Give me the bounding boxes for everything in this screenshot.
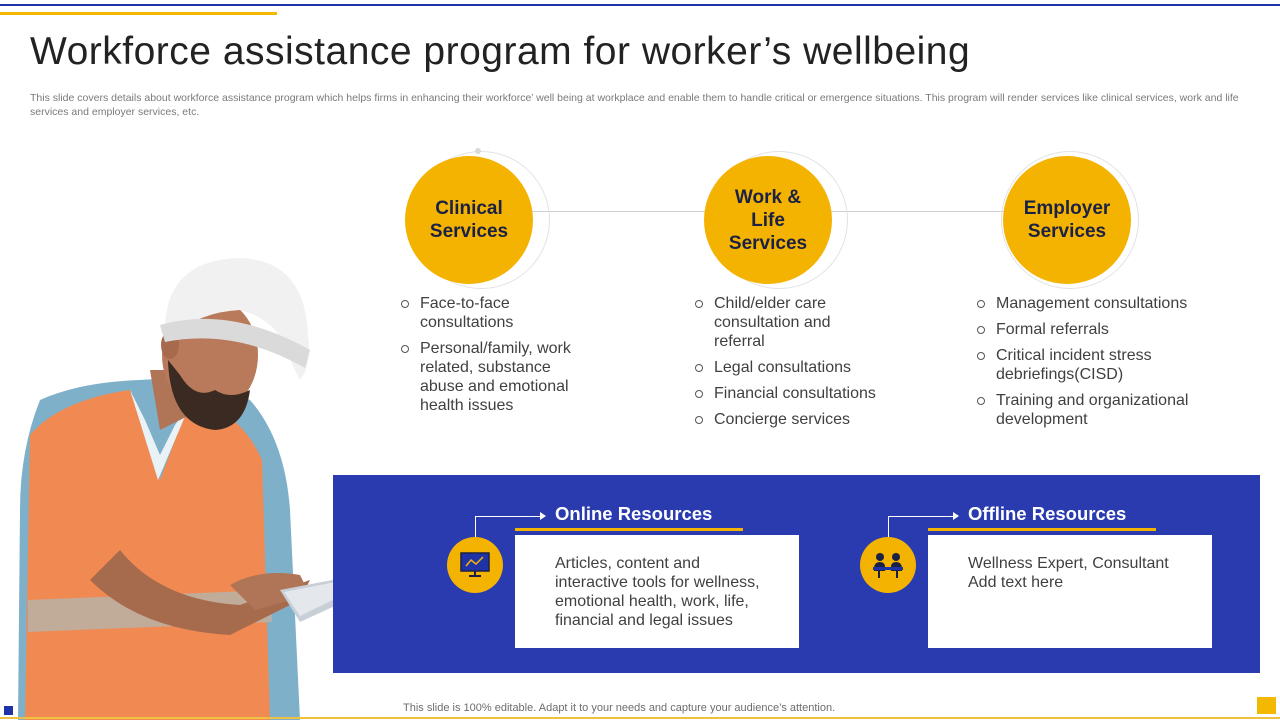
page-subtitle: This slide covers details about workforce assistance program which helps firms in enhancing their workforce’ well being at workplace and enable them to handle critical or emergence situations. This program will render services like clinical services, work and life services and employer services, etc. [30,92,1239,118]
service-circle-clinical [405,156,533,284]
presentation-screen-icon [447,537,503,593]
list-item: Concierge services [694,410,894,429]
work-life-services-list [694,294,894,436]
resource-text-online: Articles, content and interactive tools for wellness, emotional health, work, life, financial and legal issues [555,555,760,629]
arrow-connector [888,516,953,517]
ring-dot [475,148,481,154]
arrow-head-icon [953,512,959,520]
list-item: Formal referrals [976,320,1216,339]
resource-title-offline: Offline Resources [968,503,1127,524]
bottom-accent-line [0,717,1280,719]
resource-underline [928,528,1156,531]
top-accent-bar [0,12,277,15]
service-title: Clinical Services [429,198,509,242]
arrow-connector [475,516,476,538]
corner-accent [4,706,13,715]
arrow-head-icon [540,512,546,520]
resource-text-offline: Wellness Expert, Consultant Add text here [968,555,1169,591]
page-title: Workforce assistance program for worker’s wellbeing [30,30,971,73]
arrow-connector [475,516,540,517]
footer-note: This slide is 100% editable. Adapt it to your needs and capture your audience’s attention. [403,702,836,714]
list-item: Training and organizational development [976,391,1216,429]
list-item: Personal/family, work related, substance abuse and emotional health issues [400,339,590,415]
list-item: Critical incident stress debriefings(CISD) [976,346,1166,384]
employer-services-list [976,294,1216,436]
service-title: Employer Services [1023,198,1111,242]
clinical-services-list [400,294,590,422]
list-item: Financial consultations [694,384,894,403]
top-accent-line [0,4,1280,6]
list-item: Management consultations [976,294,1216,313]
service-circle-employer [1003,156,1131,284]
resource-underline [515,528,743,531]
list-item: Legal consultations [694,358,894,377]
resource-title-online: Online Resources [555,503,713,524]
corner-accent [1257,697,1276,714]
service-title: Work & Life Services [728,186,808,254]
list-item: Face-to-face consultations [400,294,590,332]
meeting-table-icon [860,537,916,593]
list-item: Child/elder care consultation and referral [694,294,832,351]
service-circle-work-life [704,156,832,284]
arrow-connector [888,516,889,538]
